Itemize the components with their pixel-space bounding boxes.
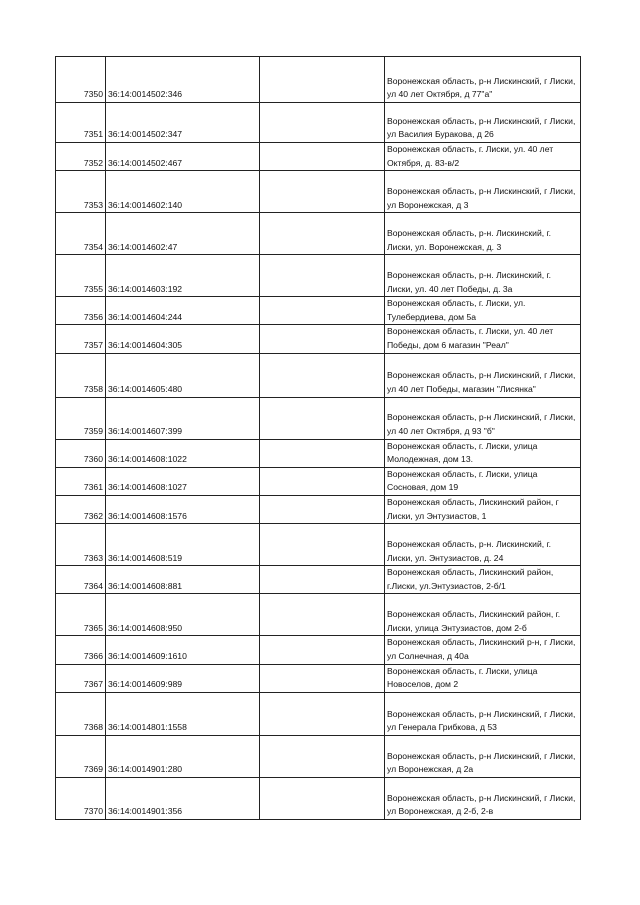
row-number: 7362	[56, 495, 106, 523]
empty-cell	[260, 171, 385, 213]
address-cell: Воронежская область, г. Лиски, ул. Тулебердиева, дом 5а	[385, 297, 581, 325]
empty-cell	[260, 524, 385, 566]
empty-cell	[260, 495, 385, 523]
address-cell: Воронежская область, р-н Лискинский, г Лиски, ул 40 лет Победы, магазин "Лисянка"	[385, 353, 581, 397]
cadastral-number: 36:14:0014901:356	[106, 777, 260, 819]
cadastral-number: 36:14:0014608:950	[106, 594, 260, 636]
table-row	[56, 213, 581, 255]
empty-cell	[260, 353, 385, 397]
table-row	[56, 397, 581, 439]
cadastral-number: 36:14:0014502:347	[106, 103, 260, 143]
address-cell: Воронежская область, г. Лиски, улица Новоселов, дом 2	[385, 664, 581, 692]
table-row	[56, 636, 581, 664]
empty-cell	[260, 777, 385, 819]
empty-cell	[260, 255, 385, 297]
row-number: 7365	[56, 594, 106, 636]
table-row	[56, 57, 581, 103]
empty-cell	[260, 213, 385, 255]
row-number: 7357	[56, 325, 106, 353]
cadastral-number: 36:14:0014801:1558	[106, 692, 260, 735]
address-cell: Воронежская область, Лискинский район, г.Лиски, ул.Энтузиастов, 2-б/1	[385, 566, 581, 594]
address-cell: Воронежская область, Лискинский район, г Лиски, ул Энтузиастов, 1	[385, 495, 581, 523]
empty-cell	[260, 103, 385, 143]
empty-cell	[260, 664, 385, 692]
empty-cell	[260, 57, 385, 103]
cadastral-number: 36:14:0014602:140	[106, 171, 260, 213]
table-row	[56, 325, 581, 353]
cadastral-number: 36:14:0014603:192	[106, 255, 260, 297]
cadastral-number: 36:14:0014605:480	[106, 353, 260, 397]
table-row	[56, 171, 581, 213]
table-row	[56, 566, 581, 594]
row-number: 7355	[56, 255, 106, 297]
empty-cell	[260, 636, 385, 664]
row-number: 7354	[56, 213, 106, 255]
row-number: 7353	[56, 171, 106, 213]
cadastral-number: 36:14:0014608:1027	[106, 467, 260, 495]
empty-cell	[260, 594, 385, 636]
address-cell: Воронежская область, г. Лиски, ул. 40 лет Октября, д. 83-в/2	[385, 143, 581, 171]
empty-cell	[260, 143, 385, 171]
address-cell: Воронежская область, р-н Лискинский, г Лиски, ул Воронежская, д 3	[385, 171, 581, 213]
empty-cell	[260, 692, 385, 735]
table-row	[56, 439, 581, 467]
row-number: 7366	[56, 636, 106, 664]
cadastral-number: 36:14:0014608:1022	[106, 439, 260, 467]
row-number: 7358	[56, 353, 106, 397]
property-registry-table	[55, 56, 581, 820]
cadastral-number: 36:14:0014901:280	[106, 735, 260, 777]
address-cell: Воронежская область, р-н Лискинский, г Лиски, ул Василия Буракова, д 26	[385, 103, 581, 143]
cadastral-number: 36:14:0014608:1576	[106, 495, 260, 523]
cadastral-number: 36:14:0014608:519	[106, 524, 260, 566]
cadastral-number: 36:14:0014502:346	[106, 57, 260, 103]
cadastral-number: 36:14:0014502:467	[106, 143, 260, 171]
empty-cell	[260, 467, 385, 495]
empty-cell	[260, 439, 385, 467]
table-row	[56, 692, 581, 735]
empty-cell	[260, 566, 385, 594]
row-number: 7352	[56, 143, 106, 171]
empty-cell	[260, 735, 385, 777]
table-row	[56, 524, 581, 566]
row-number: 7361	[56, 467, 106, 495]
table-row	[56, 594, 581, 636]
empty-cell	[260, 325, 385, 353]
registry-body	[56, 57, 581, 820]
table-row	[56, 255, 581, 297]
table-row	[56, 297, 581, 325]
address-cell: Воронежская область, р-н. Лискинский, г. Лиски, ул. Энтузиастов, д. 24	[385, 524, 581, 566]
table-row	[56, 353, 581, 397]
row-number: 7350	[56, 57, 106, 103]
cadastral-number: 36:14:0014607:399	[106, 397, 260, 439]
row-number: 7368	[56, 692, 106, 735]
empty-cell	[260, 297, 385, 325]
row-number: 7356	[56, 297, 106, 325]
address-cell: Воронежская область, Лискинский район, г. Лиски, улица Энтузиастов, дом 2-б	[385, 594, 581, 636]
table-row	[56, 467, 581, 495]
address-cell: Воронежская область, г. Лиски, улица Сосновая, дом 19	[385, 467, 581, 495]
cadastral-number: 36:14:0014608:881	[106, 566, 260, 594]
row-number: 7367	[56, 664, 106, 692]
address-cell: Воронежская область, р-н Лискинский, г Лиски, ул 40 лет Октября, д 77"а"	[385, 57, 581, 103]
cadastral-number: 36:14:0014604:244	[106, 297, 260, 325]
address-cell: Воронежская область, р-н. Лискинский, г. Лиски, ул. Воронежская, д. 3	[385, 213, 581, 255]
cadastral-number: 36:14:0014609:989	[106, 664, 260, 692]
row-number: 7369	[56, 735, 106, 777]
cadastral-number: 36:14:0014604:305	[106, 325, 260, 353]
row-number: 7370	[56, 777, 106, 819]
table-row	[56, 143, 581, 171]
table-row	[56, 664, 581, 692]
address-cell: Воронежская область, р-н Лискинский, г Лиски, ул Воронежская, д 2-б, 2-в	[385, 777, 581, 819]
address-cell: Воронежская область, р-н Лискинский, г Лиски, ул 40 лет Октября, д 93 "б"	[385, 397, 581, 439]
table-row	[56, 777, 581, 819]
row-number: 7363	[56, 524, 106, 566]
cadastral-number: 36:14:0014609:1610	[106, 636, 260, 664]
row-number: 7359	[56, 397, 106, 439]
address-cell: Воронежская область, г. Лиски, улица Молодежная, дом 13.	[385, 439, 581, 467]
address-cell: Воронежская область, Лискинский р-н, г Лиски, ул Солнечная, д 40а	[385, 636, 581, 664]
cadastral-number: 36:14:0014602:47	[106, 213, 260, 255]
row-number: 7351	[56, 103, 106, 143]
table-row	[56, 103, 581, 143]
table-row	[56, 735, 581, 777]
address-cell: Воронежская область, р-н. Лискинский, г. Лиски, ул. 40 лет Победы, д. 3а	[385, 255, 581, 297]
address-cell: Воронежская область, г. Лиски, ул. 40 лет Победы, дом 6 магазин "Реал"	[385, 325, 581, 353]
row-number: 7364	[56, 566, 106, 594]
address-cell: Воронежская область, р-н Лискинский, г Лиски, ул Воронежская, д 2а	[385, 735, 581, 777]
row-number: 7360	[56, 439, 106, 467]
address-cell: Воронежская область, р-н Лискинский, г Лиски, ул Генерала Грибкова, д 53	[385, 692, 581, 735]
empty-cell	[260, 397, 385, 439]
table-row	[56, 495, 581, 523]
